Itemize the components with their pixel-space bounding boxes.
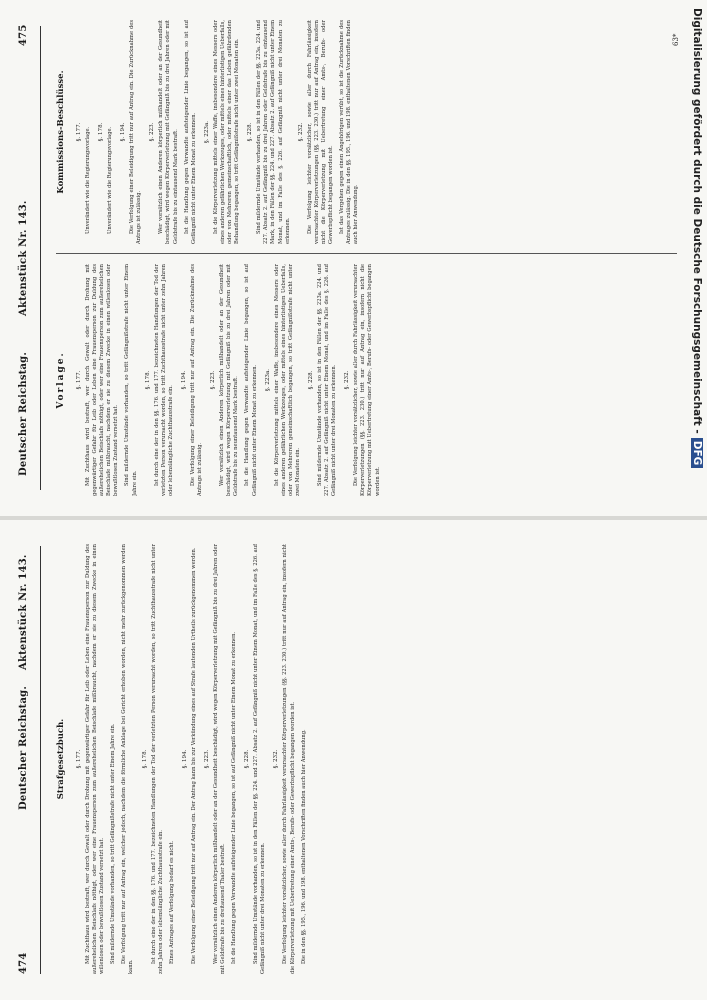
paragraph: Sind mildernde Umstände vorhanden, so tritt Gefängnißstrafe nicht unter Einem Jahre ein. (124, 264, 138, 496)
paragraph: Eines Antrages auf Verfolgung bedarf es nicht. (168, 840, 175, 964)
paragraph: Die Verfolgung leichter vorsätzlicher, sowie aller durch Fahrlässigkeit verursachter Körperverletzungen (§§. 223. 230.) tritt nur auf Antrag ein, insofern nicht die Körperverletzung mit Uebertretung einer Amts-, Berufs- oder Gewerbspflicht begangen worden ist. (306, 20, 334, 244)
section-number: §. 178. (144, 370, 151, 390)
header-title: Deutscher Reichstag. (18, 685, 29, 810)
paragraph: Sind mildernde Umstände vorhanden, so ist in den Fällen der §§. 223a. 224. und 227. Absatz 2. auf Gefängniß nicht unter Einem Monat, und im Falle des §. 226. auf Gefängniß nicht unter drei Monaten zu erkennen. (316, 264, 338, 496)
column-heading: Strafgesetzbuch. (56, 718, 66, 800)
paragraph: Wer vorsätzlich einen Anderen körperlich mißhandelt oder an der Gesundheit beschädigt, wird wegen Körperverletzung mit Gefängniß bis zu drei Jahren oder mit Geldstrafe bis zu dreitausend Thaler bestraft. (212, 544, 227, 974)
column-body (76, 20, 360, 244)
header-rule (40, 546, 41, 974)
page-header (18, 520, 36, 1000)
paragraph: Mit Zuchthaus wird bestraft, wer durch Gewalt oder durch Drohung mit gegenwärtiger Gefahr für Leib oder Leben eine Frauensperson zur Duldung des außerehelichen Beischlafs nöthigt, oder wer eine Frauensperson zum außerehelichen Beischlafe mißbraucht, nachdem er sie zu diesem Zwecke in einen willenlosen oder bewußtlosen Zustand versetzt hat. (85, 264, 120, 496)
page-gutter (0, 516, 707, 520)
column-kommission (56, 20, 683, 244)
paragraph: Sind mildernde Umstände vorhanden, so ist in den Fällen der §§. 223a. 224. und 227. Absatz 2. auf Gefängniß bis zu drei Jahren oder Geldstrafe bis zu eintausend Mark, in den Fällen der §§. 224. und 227. Absatz 2. auf Gefängniß nicht unter Einem Monat, und im Falle des §. 226. auf Gefängniß nicht unter drei Monaten zu erkennen. (256, 20, 291, 244)
section-number: §. 228. (307, 370, 314, 390)
paragraph: Ist durch eine der in den §§. 176. und 177. bezeichneten Handlungen der Tod der verletzten Person verursacht worden, so tritt Zuchthausstrafe nicht unter zehn Jahren oder lebenslängliche Zuchthausstrafe ein. (150, 544, 164, 974)
section-number: §. 194. (181, 749, 188, 769)
column-heading: Vorlage. (56, 351, 66, 409)
header-title: Deutscher Reichstag. (18, 351, 29, 476)
section-number: §. 178. (98, 122, 105, 142)
column-divider (56, 253, 677, 254)
header-rule (40, 26, 41, 490)
column-body (76, 544, 308, 974)
column-body (56, 264, 382, 496)
section-number: §. 194. (180, 370, 187, 390)
paragraph: Die Verfolgung leichter vorsätzlicher, sowie aller durch Fahrlässigkeit verursachter Körperverletzungen (§§. 223. 230.) tritt nur auf Antrag ein, insofern nicht die Körperverletzung mit Uebertretung einer Amts-, Berufs- oder Gewerbspflicht begangen worden ist. (282, 544, 296, 974)
page-number: 474 (18, 952, 29, 974)
paragraph: Ist die Handlung gegen Verwandte aufsteigender Linie begangen, so ist auf Gefängniß nicht unter Einem Monat zu erkennen. (244, 264, 258, 496)
paragraph: Ist die Körperverletzung mittels einer Waffe, insbesondere eines Messers oder eines anderen gefährlichen Werkzeuges, oder mittels eines hinterlistigen Ueberfalls, oder von Mehreren gemeinschaftlich, oder mittels einer das Leben gefährdenden Behandlung begangen, so tritt Gefängnißstrafe nicht unter zwei Monaten ein. (212, 20, 241, 244)
section-number: §. 177. (76, 370, 82, 390)
section-number: §. 223a. (203, 120, 210, 144)
dfg-logo: DFG (691, 438, 703, 469)
paragraph: Die Verfolgung leichter vorsätzlicher, sowie aller durch Fahrlässigkeit verursachter Körperverletzungen (§§. 223. 230.) tritt nur auf Antrag ein, insofern nicht die Körperverletzung mit Uebertretung einer Amts-, Berufs- oder Gewerbspflicht begangen worden ist. (353, 264, 381, 496)
header-document-number: Aktenstück Nr. 143. (18, 200, 29, 316)
section-number: §. 223. (203, 749, 210, 769)
column-strafgesetzbuch (56, 544, 683, 974)
funding-watermark (687, 0, 705, 1000)
section-number: §. 232. (297, 122, 304, 142)
watermark-text: Digitalisierung gefördert durch die Deutsche Forschungsgemeinschaft - (691, 8, 703, 434)
paragraph: Unverändert wie die Regierungsvorlage. (107, 126, 114, 234)
section-number: §. 194. (120, 122, 127, 142)
section-number: §. 228. (244, 749, 251, 769)
paragraph: Wer vorsätzlich einen Anderen körperlich mißhandelt oder an der Gesundheit beschädigt, wird wegen Körperverletzung mit Gefängniß bis zu drei Jahren oder mit Geldstrafe bis zu neuntausend Mark bestraft. (219, 264, 240, 496)
page-number: 475 (18, 24, 29, 46)
column-vorlage (56, 264, 683, 496)
paragraph: Ist das Vergehen gegen einen Angehörigen verübt, so ist die Zurücknahme des Antrages zulässig. Die in den §§. 195., 196. und 198. enthaltenen Vorschriften finden auch hier Anwendung. (339, 20, 360, 244)
section-number: §. 223. (210, 370, 217, 390)
section-number: §. 177. (76, 749, 82, 769)
paragraph: Wer vorsätzlich einen Anderen körperlich mißhandelt oder an der Gesundheit beschädigt, wird wegen Körperverletzung mit Gefängniß bis zu drei Jahren oder mit Geldstrafe bis zu eintausend Mark bestraft. (158, 20, 179, 244)
column-heading: Kommissions-Beschlüsse. (56, 70, 66, 194)
section-number: §. 178. (141, 749, 148, 769)
paragraph: Die Verfolgung tritt nur auf Antrag ein, welcher jedoch, nachdem die förmliche Anklage bei Gericht erhoben worden, nicht mehr zurückgenommen werden kann. (121, 544, 135, 974)
section-number: §. 223. (149, 122, 156, 142)
paragraph: Die in den §§. 195., 196. und 198. enthaltenen Vorschriften finden auch hier Anwendung. (300, 729, 307, 964)
paragraph: Ist durch eine der in den §§. 176. und 177. bezeichneten Handlungen der Tod der verletzten Person verursacht worden, so tritt Zuchthausstrafe nicht unter zehn Jahren oder lebenslängliche Zuchthausstrafe ein. (153, 264, 174, 496)
section-number: §. 228. (247, 122, 254, 142)
paragraph: Ist die Handlung gegen Verwandte aufsteigender Linie begangen, so ist auf Gefängniß nicht unter Einem Monat zu erkennen. (231, 631, 238, 964)
paragraph: Die Verfolgung einer Beleidigung tritt nur auf Antrag ein. Der Antrag kann bis zur Verkündung eines auf Strafe lautenden Urtheils zurückgenommen werden. (190, 547, 197, 964)
paragraph: Die Verfolgung einer Beleidigung tritt nur auf Antrag ein. Die Zurücknahme des Antrags ist zulässig. (129, 20, 143, 244)
page-header (18, 0, 36, 516)
paragraph: Mit Zuchthaus wird bestraft, wer durch Gewalt oder durch Drohung mit gegenwärtiger Gefahr für Leib oder Leben eine Frauensperson zur Duldung des außerehelichen Beischlafs nöthigt, oder wer eine Frauensperson zum außerehelichen Beischlafe mißbraucht, nachdem er sie zu diesem Zwecke in einen willenlosen oder bewußtlosen Zustand versetzt hat. (85, 544, 106, 974)
paragraph: Die Verfolgung einer Beleidigung tritt nur auf Antrag ein. Die Zurücknahme des Antrags ist zulässig. (189, 264, 204, 496)
paragraph: Ist die Körperverletzung mittels einer Waffe, insbesondere eines Messers oder eines anderen gefährlichen Werkzeuges, oder mittels eines hinterlistigen Ueberfalls, oder von Mehreren gemeinschaftlich begangen, so tritt Gefängnißstrafe nicht unter zwei Monaten ein. (273, 264, 301, 496)
page-474 (0, 520, 707, 1000)
paragraph: Unverändert wie die Regierungsvorlage. (85, 126, 91, 234)
signature-mark: 63* (672, 33, 680, 46)
paragraph: Ist die Handlung gegen Verwandte aufsteigender Linie begangen, so ist auf Gefängniß nicht unter Einem Monat zu erkennen. (183, 20, 197, 244)
section-number: §. 232. (273, 749, 280, 769)
paragraph: Sind mildernde Umstände vorhanden, so ist in den Fällen der §§. 224. und 227. Absatz 2. auf Gefängniß nicht unter Einem Monat, und im Falle des §. 226. auf Gefängniß nicht unter drei Monaten zu erkennen. (253, 544, 267, 974)
paragraph: Sind mildernde Umstände vorhanden, so tritt Gefängnißstrafe nicht unter Einem Jahre ein. (110, 723, 117, 964)
section-number: §. 223a. (264, 368, 271, 392)
section-number: §. 232. (344, 370, 351, 390)
header-document-number: Aktenstück Nr. 143. (18, 554, 29, 670)
section-number: §. 177. (76, 122, 82, 142)
